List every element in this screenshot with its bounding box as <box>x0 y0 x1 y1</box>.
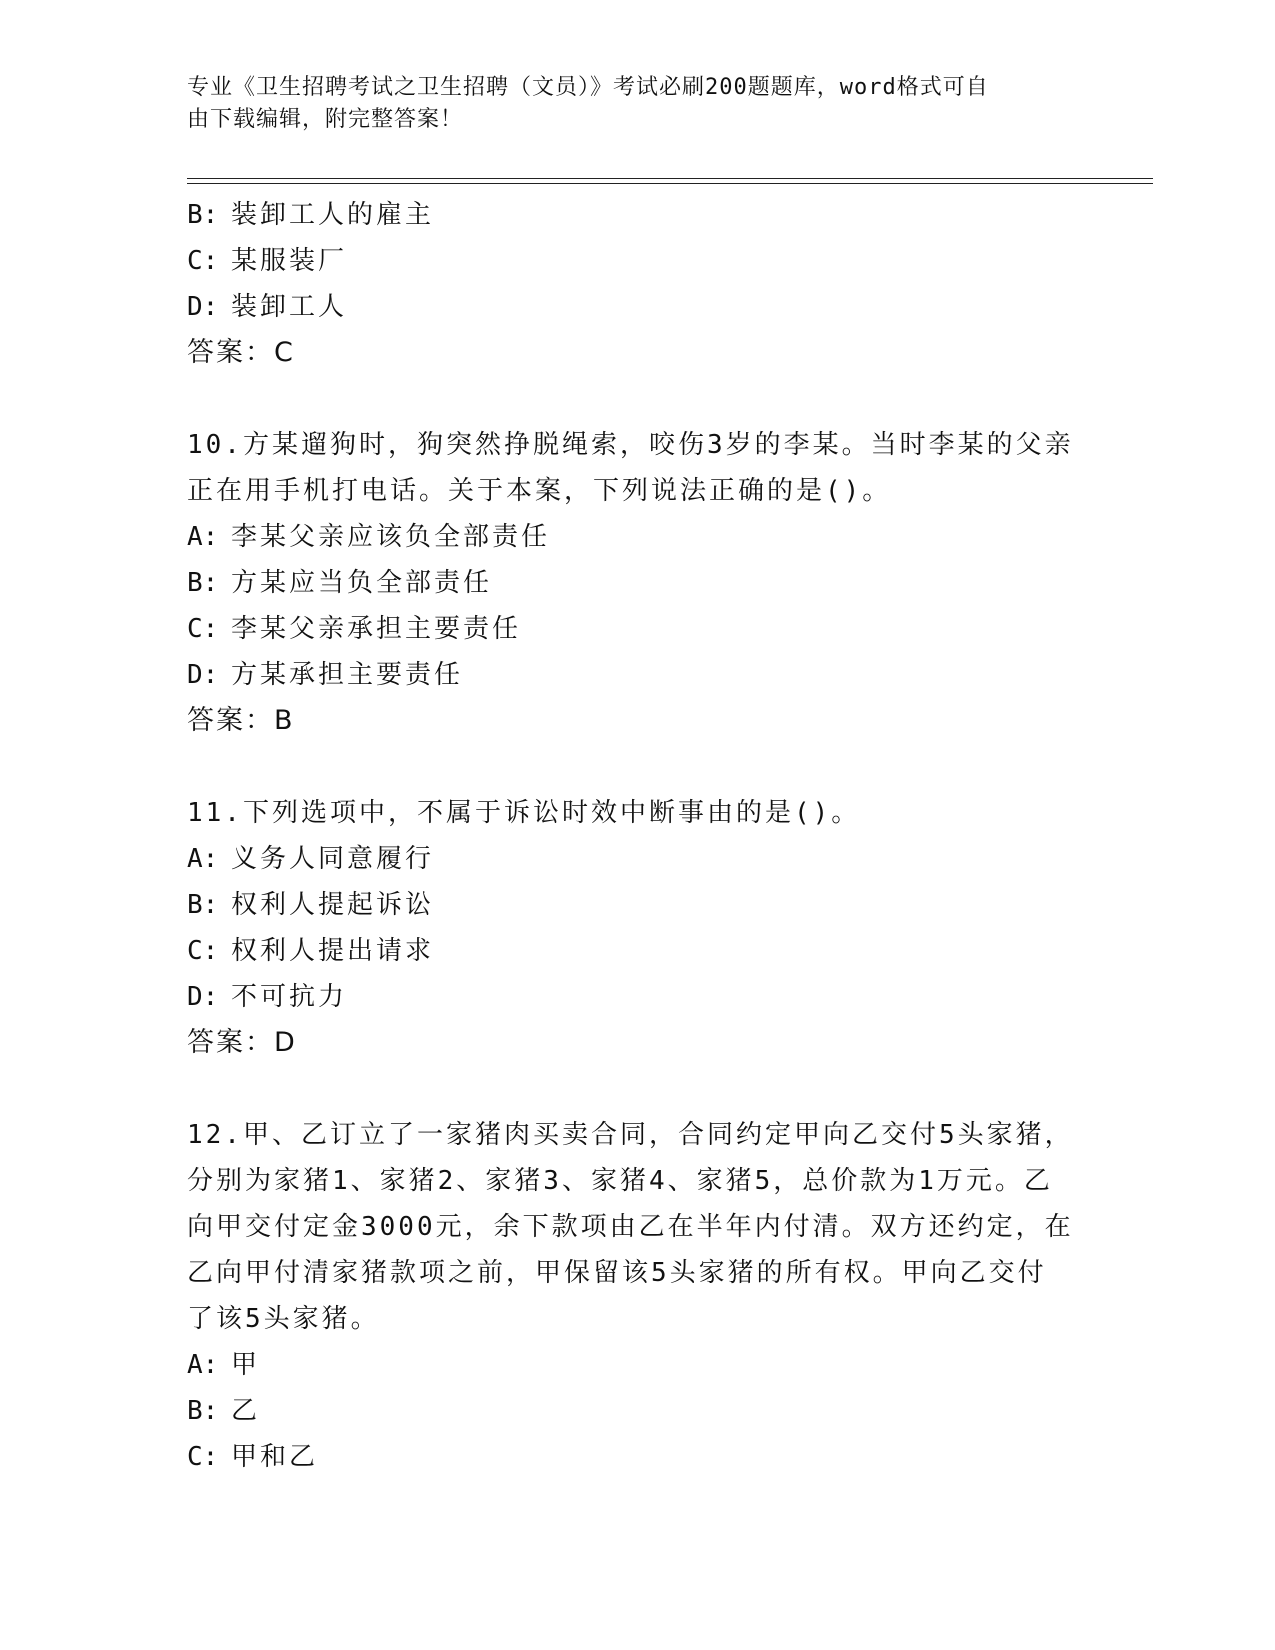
question-10 <box>187 422 1077 744</box>
option-text: 某服装厂 <box>231 246 348 276</box>
question-stem-line: 12.甲、乙订立了一家猪肉买卖合同，合同约定甲向乙交付5头家猪， <box>187 1120 1074 1150</box>
option-key: D: <box>187 660 219 690</box>
option-key: C: <box>187 614 219 644</box>
option-c <box>187 1434 1077 1480</box>
question-11 <box>187 790 1077 1066</box>
question-stem-line: 分别为家猪1、家猪2、家猪3、家猪4、家猪5，总价款为1万元。乙 <box>187 1166 1053 1196</box>
question-12 <box>187 1112 1077 1480</box>
option-key: B: <box>187 568 219 598</box>
option-c <box>187 238 1077 284</box>
question-stem-line: 向甲交付定金3000元，余下款项由乙在半年内付清。双方还约定，在 <box>187 1212 1074 1242</box>
option-key: D: <box>187 292 219 322</box>
option-text: 权利人提出请求 <box>231 936 435 966</box>
header-divider-top <box>187 178 1153 179</box>
option-c <box>187 606 1077 652</box>
option-key: A: <box>187 522 219 552</box>
answer-line: 答案：B <box>187 705 295 736</box>
option-a <box>187 1342 1077 1388</box>
option-d <box>187 284 1077 330</box>
option-text: 权利人提起诉讼 <box>231 890 435 920</box>
document-header <box>187 72 1067 136</box>
option-text: 甲和乙 <box>231 1442 319 1472</box>
option-key: C: <box>187 1442 219 1472</box>
question-stem-line: 11.下列选项中，不属于诉讼时效中断事由的是()。 <box>187 798 861 828</box>
option-c <box>187 928 1077 974</box>
option-key: C: <box>187 936 219 966</box>
option-key: A: <box>187 844 219 874</box>
option-key: B: <box>187 200 219 230</box>
option-key: A: <box>187 1350 219 1380</box>
option-key: C: <box>187 246 219 276</box>
answer-line: 答案：D <box>187 1027 297 1058</box>
option-text: 甲 <box>231 1350 261 1380</box>
option-text: 乙 <box>231 1396 261 1426</box>
question-stem-line: 了该5头家猪。 <box>187 1304 380 1334</box>
option-key: B: <box>187 890 219 920</box>
question-stem-line: 正在用手机打电话。关于本案，下列说法正确的是()。 <box>187 476 892 506</box>
option-b <box>187 882 1077 928</box>
option-text: 装卸工人 <box>231 292 348 322</box>
question-content <box>187 192 1077 1480</box>
header-divider-bottom <box>187 183 1153 184</box>
question-9-tail <box>187 192 1077 376</box>
header-line-2: 由下载编辑，附完整答案！ <box>187 107 464 132</box>
option-text: 装卸工人的雇主 <box>231 200 435 230</box>
option-text: 义务人同意履行 <box>231 844 435 874</box>
header-line-1: 专业《卫生招聘考试之卫生招聘（文员）》考试必刷200题题库，word格式可自 <box>187 75 989 100</box>
option-text: 方某承担主要责任 <box>231 660 464 690</box>
option-key: B: <box>187 1396 219 1426</box>
option-b <box>187 1388 1077 1434</box>
question-stem-line: 10.方某遛狗时，狗突然挣脱绳索，咬伤3岁的李某。当时李某的父亲 <box>187 430 1074 460</box>
question-stem-line: 乙向甲付清家猪款项之前，甲保留该5头家猪的所有权。甲向乙交付 <box>187 1258 1047 1288</box>
option-a <box>187 514 1077 560</box>
option-key: D: <box>187 982 219 1012</box>
option-d <box>187 974 1077 1020</box>
option-text: 不可抗力 <box>231 982 348 1012</box>
option-text: 李某父亲应该负全部责任 <box>231 522 551 552</box>
option-d <box>187 652 1077 698</box>
option-text: 李某父亲承担主要责任 <box>231 614 522 644</box>
option-b <box>187 560 1077 606</box>
answer-line: 答案：C <box>187 337 295 368</box>
option-a <box>187 836 1077 882</box>
option-text: 方某应当负全部责任 <box>231 568 493 598</box>
option-b <box>187 192 1077 238</box>
